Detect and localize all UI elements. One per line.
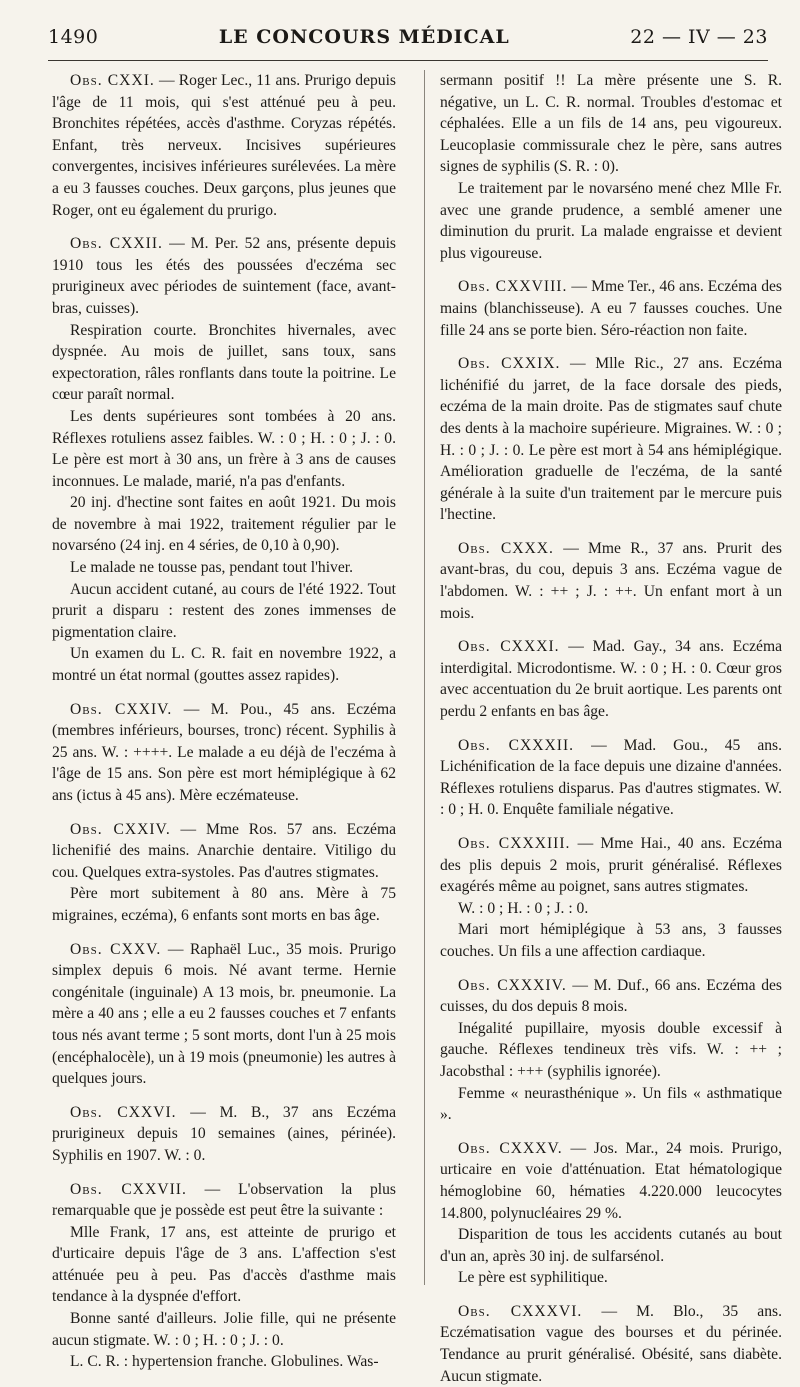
observation-paragraph	[52, 1179, 396, 1222]
observation-label: Obs. CXXX.	[458, 539, 554, 557]
observation-text: — Mad. Gou., 45 ans. Lichénification de la face depuis une dizaine d'années. Réflexes rotuliens disparus. Pas d'autres stigmates. W. : 0 ; H. 0. Enquête familiale négative.	[440, 736, 783, 819]
observation-text: — Mme Ros. 57 ans. Eczéma lichenifié des mains. Anarchie dentaire. Vitiligo du cou. Quelques extra-systoles. Pas d'autres stigmates.	[52, 820, 397, 881]
body-paragraph: Femme « neurasthénique ». Un fils « asthmatique ».	[440, 1084, 782, 1124]
observation-label: Obs. CXXIV.	[70, 820, 171, 838]
body-paragraph: Le père est syphilitique.	[458, 1269, 608, 1287]
right-column	[440, 70, 783, 1385]
left-column	[52, 70, 397, 1371]
observation-text: — Mme Ter., 46 ans. Eczéma des mains (blanchisseuse). A eu 7 fausses couches. Une fille 24 ans se porte bien. Séro-réaction non faite.	[440, 278, 782, 339]
observation-paragraph	[440, 538, 782, 624]
observation-label: Obs. CXXI.	[70, 72, 155, 89]
observation-paragraph	[440, 636, 782, 722]
observation-label: Obs. CXXXVI.	[458, 1302, 583, 1320]
body-paragraph: Inégalité pupillaire, myosis double excessif à gauche. Réflexes tendineux très vifs. W. : ++ ; Jacobsthal : +++ (syphilis ignorée).	[440, 1019, 782, 1080]
observation-text: — Jos. Mar., 24 mois. Prurigo, urticaire en voie d'atténuation. Etat hématologique hémoglobine 60, hématies 4.220.000 leucocytes 14.800, polynucléaires 29 %.	[440, 1139, 782, 1222]
observation-label: Obs. CXXXIV.	[458, 976, 567, 994]
body-paragraph: Aucun accident cutané, au cours de l'été 1922. Tout prurit a disparu : restent des zones immenses de pigmentation claire.	[52, 580, 396, 641]
observation-label: Obs. CXXVII.	[70, 1180, 187, 1198]
observation-label: Obs. CXXVI.	[70, 1103, 177, 1121]
observation-paragraph	[440, 276, 782, 341]
observation-text: — Raphaël Luc., 35 mois. Prurigo simplex depuis 6 mois. Né avant terme. Hernie congénitale (inguinale) A 13 mois, br. pneumonie. La mère a 40 ans ; elle a eu 2 fausses couches et 7 enfants tous nés avant terme ; 5 sont morts, dont l'un à 25 mois (encéphalocèle), un à 19 mois (pneumonie) les autres à quelques jours.	[52, 940, 396, 1088]
issue-date: 22 — IV — 23	[630, 26, 768, 48]
body-paragraph: Père mort subitement à 80 ans. Mère à 75 migraines, eczéma), 6 enfants sont morts en bas âge.	[52, 885, 396, 924]
observation-paragraph	[440, 735, 782, 821]
observation-label: Obs. CXXXV.	[458, 1139, 563, 1157]
observation-label: Obs. CXXXI.	[458, 638, 560, 656]
observation-label: Obs. CXXIV.	[70, 700, 173, 718]
header-rule	[48, 60, 768, 61]
body-paragraph: Respiration courte. Bronchites hivernales, avec dyspnée. Au mois de juillet, sans toux, sans expectoration, râles ronflants dans toute la poitrine. Le cœur paraît normal.	[52, 321, 396, 404]
observation-paragraph	[52, 939, 396, 1090]
observation-label: Obs. CXXXIII.	[458, 835, 571, 852]
observation-paragraph	[440, 1138, 782, 1224]
observation-text: — Roger Lec., 11 ans. Prurigo depuis l'âge de 11 mois, qui s'est atténué peu à peu. Bronchites répétées, accès d'asthme. Coryzas répétés. Enfant, très nerveux. Incisives supérieures convergentes, incisives inférieures surélevées. La mère a eu 3 fausses couches. Deux garçons, plus jeunes que Roger, ont eu également du prurigo.	[52, 72, 396, 219]
observation-paragraph	[440, 353, 782, 526]
observation-label: Obs. CXXV.	[70, 940, 162, 958]
observation-text: — M. Blo., 35 ans. Eczématisation vague des bourses et du périnée. Tendance au prurit généralisé. Obésité, sans diabète. Aucun stigmate.	[440, 1302, 782, 1385]
observation-text: — Mme Hai., 40 ans. Eczéma des plis depuis 2 mois, prurit généralisé. Réflexes exagérés même au poignet, sans autres stigmates.	[440, 835, 782, 896]
body-paragraph: Mari mort hémiplégique à 53 ans, 3 fausses couches. Un fils a une affection cardiaque.	[440, 921, 782, 960]
observation-label: Obs. CXXII.	[70, 235, 163, 253]
body-paragraph: Bonne santé d'ailleurs. Jolie fille, qui ne présente aucun stigmate. W. : 0 ; H. : 0 ; J. : 0.	[52, 1310, 396, 1349]
observation-paragraph	[52, 819, 396, 884]
body-paragraph: Le traitement par le novarséno mené chez Mlle Fr. avec une grande prudence, a semblé amener une diminution du prurit. La malade engraisse et devient plus vigoureuse.	[440, 179, 782, 262]
observation-text: — M. Per. 52 ans, présente depuis 1910 tous les étés des poussées d'eczéma sec prurigineux avec périodes de suintement (face, avant-bras, cuisses).	[52, 235, 396, 317]
body-paragraph: Mlle Frank, 17 ans, est atteinte de prurigo et d'urticaire depuis l'âge de 3 ans. L'affection s'est atténuée peu à peu. Pas d'accès d'asthme mais tendance à la dyspnée d'effort.	[52, 1223, 396, 1306]
observation-text: — M. Duf., 66 ans. Eczéma des cuisses, du dos depuis 8 mois.	[440, 976, 782, 1016]
observation-text: — Mad. Gay., 34 ans. Eczéma interdigital. Microdontisme. W. : 0 ; H. : 0. Cœur gros avec accentuation du 2e bruit aortique. Les parents ont perdu 2 enfants en bas âge.	[440, 638, 782, 721]
observation-paragraph	[440, 833, 782, 898]
observation-text: — L'observation la plus remarquable que je possède est peut être la suivante :	[52, 1180, 397, 1220]
body-paragraph: Disparition de tous les accidents cutanés au bout d'un an, après 30 inj. de sulfarsénol.	[440, 1226, 782, 1265]
observation-paragraph	[440, 975, 782, 1018]
page-number: 1490	[48, 26, 99, 48]
observation-text: — Mme R., 37 ans. Prurit des avant-bras, du cou, depuis 3 ans. Eczéma vague de l'abdomen. W. : ++ ; J. : ++. Un enfant mort à un mois.	[440, 539, 782, 622]
observation-text: — M. Pou., 45 ans. Eczéma (membres inférieurs, bourses, tronc) récent. Syphilis à 25 ans. W. : ++++. Le malade a eu déjà de l'eczéma à l'âge de 15 ans. Son père est mort hémiplégique à 62 ans (ictus à 45 ans). Mère eczémateuse.	[52, 700, 396, 804]
observation-label: Obs. CXXXII.	[458, 736, 575, 754]
observation-paragraph	[52, 233, 396, 319]
observation-text: — M. B., 37 ans Eczéma prurigineux depuis 10 semaines (aines, périnée). Syphilis en 1907. W. : 0.	[52, 1103, 397, 1164]
body-paragraph: W. : 0 ; H. : 0 ; J. : 0.	[458, 899, 589, 917]
observation-text: — Mlle Ric., 27 ans. Eczéma lichénifié du jarret, de la face dorsale des pieds, eczéma de la main droite. Pas de stigmates sauf chute des dents à la machoire supérieure. Migraines. W. : 0 ; H. : 0 ; J. : 0. Le père est mort à 54 ans hémiplégique. Amélioration graduelle de l'eczéma, de la santé générale à la suite d'un traitement par le mercure puis l'hectine.	[440, 355, 782, 524]
body-paragraph: Le malade ne tousse pas, pendant tout l'hiver.	[70, 559, 353, 577]
body-paragraph: L. C. R. : hypertension franche. Globulines. Was-	[70, 1353, 379, 1371]
observation-paragraph	[52, 1102, 396, 1167]
continued-paragraph: sermann positif !! La mère présente une S. R. négative, un L. C. R. normal. Troubles d'estomac et céphalées. Elle a un fils de 14 ans, peu vigoureux. Leucoplasie commissurale chez le père, sans autres signes de syphilis (S. R. : 0).	[440, 72, 782, 176]
observation-paragraph	[440, 1301, 782, 1387]
observation-label: Obs. CXXIX.	[458, 355, 561, 373]
page-header	[48, 26, 768, 56]
journal-title: LE CONCOURS MÉDICAL	[218, 26, 510, 48]
observation-label: Obs. CXXVIII.	[458, 278, 568, 296]
column-divider	[424, 70, 425, 1285]
observation-paragraph	[52, 70, 396, 221]
body-paragraph: Les dents supérieures sont tombées à 20 ans. Réflexes rotuliens assez faibles. W. : 0 ; H. : 0 ; J. : 0. Le père est mort à 30 ans, un frère à 3 ans de causes inconnues. Le malade, marié, n'a pas d'enfants.	[52, 407, 396, 490]
body-paragraph: 20 inj. d'hectine sont faites en août 1921. Du mois de novembre à mai 1922, traitement régulier par le novarséno (24 inj. en 4 séries, de 0,10 à 0,90).	[52, 494, 396, 555]
observation-paragraph	[52, 699, 396, 807]
body-paragraph: Un examen du L. C. R. fait en novembre 1922, a montré un état normal (gouttes assez rapides).	[52, 645, 396, 685]
